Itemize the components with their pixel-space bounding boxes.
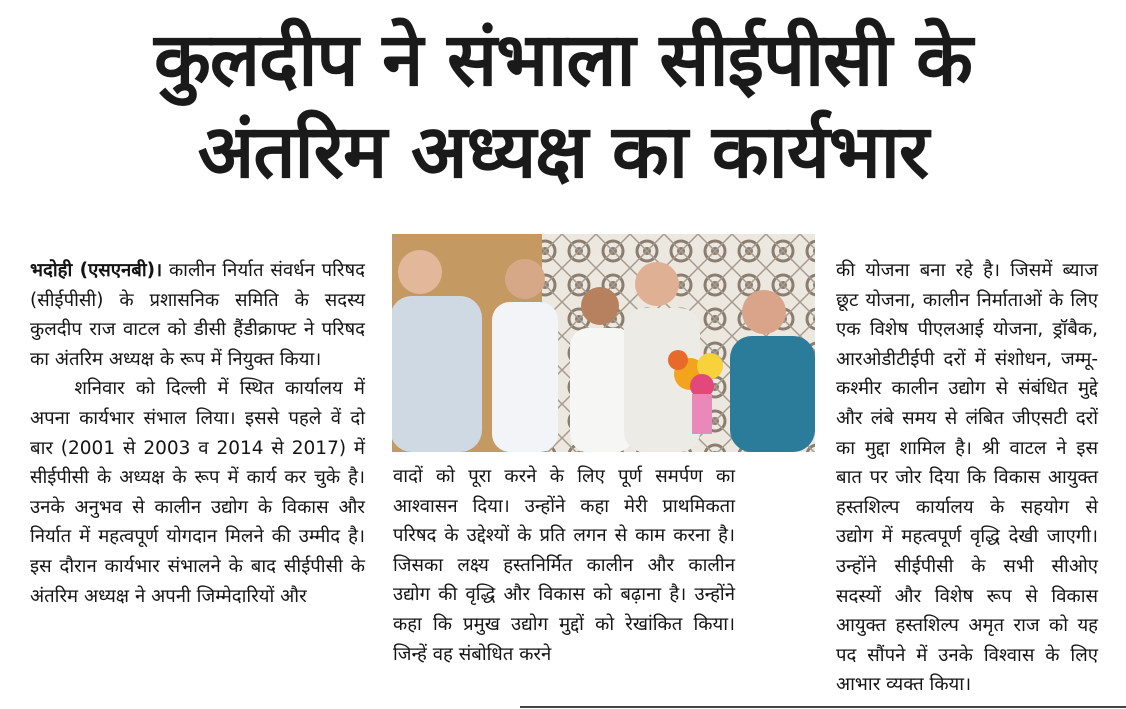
group-photo-icon [392, 234, 815, 452]
article-column-2 [393, 462, 735, 669]
paragraph-1 [30, 256, 365, 374]
news-photo [392, 234, 815, 452]
headline-line-1: कुलदीप ने संभाला सीईपीसी के [154, 17, 972, 103]
dateline: भदोही (एसएनबी)। [30, 260, 163, 281]
article-column-3 [836, 256, 1098, 700]
paragraph-1-text: कालीन निर्यात संवर्धन परिषद (सीईपीसी) के प्रशासनिक समिति के सदस्य कुलदीप राज वाटल को डीसी हैंडीक्राफ्ट ने परिषद का अंतरिम अध्यक्ष के रूप में नियुक्त किया। [30, 260, 365, 370]
paragraph-2: शनिवार को दिल्ली में स्थित कार्यालय में अपना कार्यभार संभाल लिया। इससे पहले वें दो बार (2001 से 2003 व 2014 से 2017) में सीईपीसी के अध्यक्ष के रूप में कार्य कर चुके है। उनके अनुभव से कालीन उद्योग के विकास और निर्यात में महत्वपूर्ण योगदान मिलने की उम्मीद है।इस दौरान कार्यभार संभालने के बाद सीईपीसी के अंतरिम अध्यक्ष ने अपनी जिम्मेदारियों और [30, 378, 365, 607]
headline [0, 14, 1126, 198]
paragraph-4: की योजना बना रहे है। जिसमें ब्याज छूट योजना, कालीन निर्माताओं के लिए एक विशेष पीएलआई योजना, ड्रॉबैक, आरओडीटीईपी दरों में संशोधन, जम्मू-कश्मीर कालीन उद्योग से संबंधित मुद्दे और लंबे समय से लंबित जीएसटी दरों का मुद्दा शामिल है। श्री वाटल ने इस बात पर जोर दिया कि विकास आयुक्त हस्तशिल्प कार्यालय के सहयोग से उद्योग में महत्वपूर्ण वृद्धि देखी जाएगी। उन्होंने सीईपीसी के सभी सीओए सदस्यों और विशेष रूप से विकास आयुक्त हस्तशिल्प अमृत राज को यह पद सौंपने में उनके विश्वास के लिए आभार व्यक्त किया। [836, 260, 1098, 696]
paragraph-3: वादों को पूरा करने के लिए पूर्ण समर्पण का आश्वासन दिया। उन्होंने कहा मेरी प्राथमिकता परिषद के उद्देश्यों के प्रति लगन से काम करना है। जिसका लक्ष्य हस्तनिर्मित कालीन और कालीन उद्योग की वृद्धि और विकास को बढ़ाना है। उन्होंने कहा कि प्रमुख उद्योग मुद्दों को रेखांकित किया। जिन्हें वह संबोधित करने [393, 466, 735, 665]
headline-line-2: अंतरिम अध्यक्ष का कार्यभार [197, 109, 929, 195]
bottom-rule [520, 706, 1126, 708]
article-column-1 [30, 256, 365, 611]
